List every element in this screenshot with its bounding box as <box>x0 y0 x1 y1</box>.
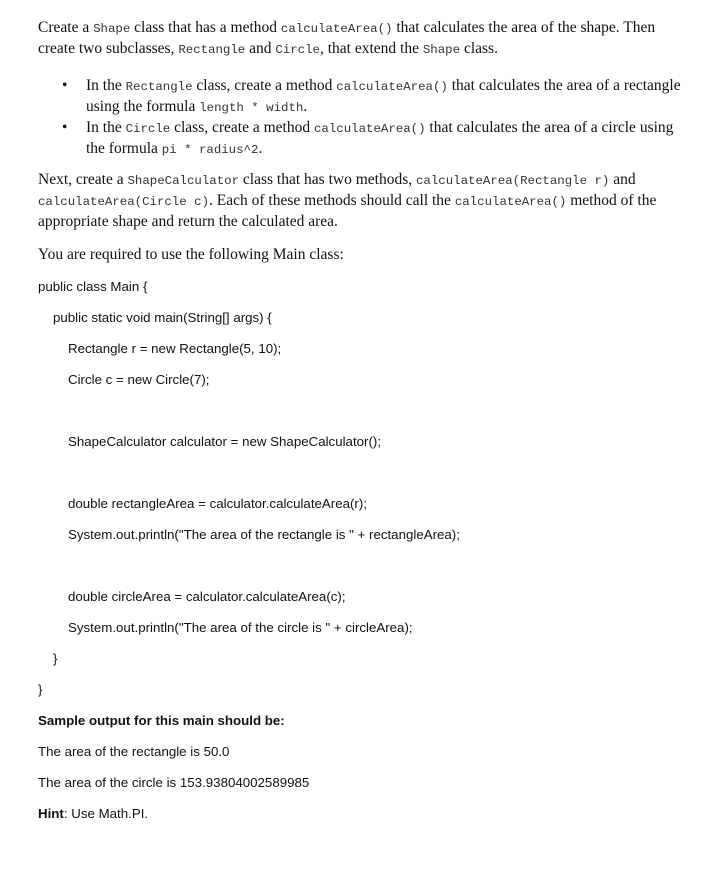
code-line: double rectangleArea = calculator.calculateArea(r); <box>68 496 367 511</box>
code-line: System.out.println("The area of the rectangle is " + rectangleArea); <box>68 527 460 542</box>
bullet-text: In the <box>86 119 126 136</box>
hint-label: Hint <box>38 806 64 821</box>
code-line: } <box>38 682 43 697</box>
code-circle: Circle <box>125 122 171 136</box>
code-line: } <box>53 651 58 666</box>
code-rectangle: Rectangle <box>125 80 193 94</box>
code-calculate-area: calculateArea() <box>313 122 426 136</box>
code-calculate-area: calculateArea() <box>454 195 567 209</box>
intro-text: Create a <box>38 19 94 36</box>
code-line: double circleArea = calculator.calculateArea(c); <box>68 589 346 604</box>
bullet-text: . <box>303 98 308 115</box>
code-circle: Circle <box>275 43 320 57</box>
intro-text: class. <box>460 40 498 57</box>
bullet-text: that calculates the area of a circle using the formula <box>86 119 674 157</box>
bullet-text: . <box>258 140 263 157</box>
code-line: public class Main { <box>38 279 148 294</box>
intro-text: , that extend the <box>320 40 423 57</box>
sample-heading: Sample output for this main should be: <box>38 713 285 728</box>
bullet-rectangle <box>62 76 692 118</box>
code-formula: pi * radius^2 <box>161 143 259 157</box>
code-calculate-area: calculateArea() <box>336 80 448 94</box>
code-line: ShapeCalculator calculator = new ShapeCalculator(); <box>68 434 382 449</box>
next-text: class that has two methods, <box>239 171 416 188</box>
code-line: Circle c = new Circle(7); <box>68 372 210 387</box>
next-text: Next, create a <box>38 171 128 188</box>
sample-output-line: The area of the circle is 153.93804002589985 <box>38 775 310 790</box>
bullet-marker: • <box>62 77 68 94</box>
next-paragraph <box>38 170 690 231</box>
code-shape: Shape <box>422 43 461 57</box>
bullet-text: that calculates the area of a rectangle using the formula <box>86 77 681 115</box>
code-line: public static void main(String[] args) { <box>53 310 272 325</box>
bullet-text: In the <box>86 77 126 94</box>
code-method-rectangle: calculateArea(Rectangle r) <box>415 174 610 188</box>
bullet-text: class, create a method <box>192 77 337 94</box>
code-line: System.out.println("The area of the circle is " + circleArea); <box>68 620 413 635</box>
code-calculate-area: calculateArea() <box>280 22 393 36</box>
bullet-text: class, create a method <box>170 119 314 136</box>
intro-text: and <box>245 40 276 57</box>
code-method-circle: calculateArea(Circle c) <box>38 195 210 209</box>
next-text: and <box>609 171 636 188</box>
code-rectangle: Rectangle <box>178 43 246 57</box>
intro-paragraph <box>38 18 690 60</box>
code-shape: Shape <box>93 22 131 36</box>
intro-text: that calculates the area of the shape. Then create two subclasses, <box>38 19 656 57</box>
bullet-marker: • <box>62 119 68 136</box>
hint <box>38 806 148 821</box>
next-text: . Each of these methods should call the <box>209 192 455 209</box>
code-shape-calculator: ShapeCalculator <box>127 174 240 188</box>
sample-output-line: The area of the rectangle is 50.0 <box>38 744 230 759</box>
intro-text: class that has a method <box>130 19 281 36</box>
bullet-list <box>62 76 692 160</box>
code-line: Rectangle r = new Rectangle(5, 10); <box>68 341 282 356</box>
bullet-circle <box>62 118 692 160</box>
hint-text: : Use Math.PI. <box>63 806 149 821</box>
code-formula: length * width <box>199 101 304 115</box>
next-text: method of the appropriate shape and return the calculated area. <box>38 192 657 230</box>
required-text: You are required to use the following Main class: <box>38 246 344 263</box>
